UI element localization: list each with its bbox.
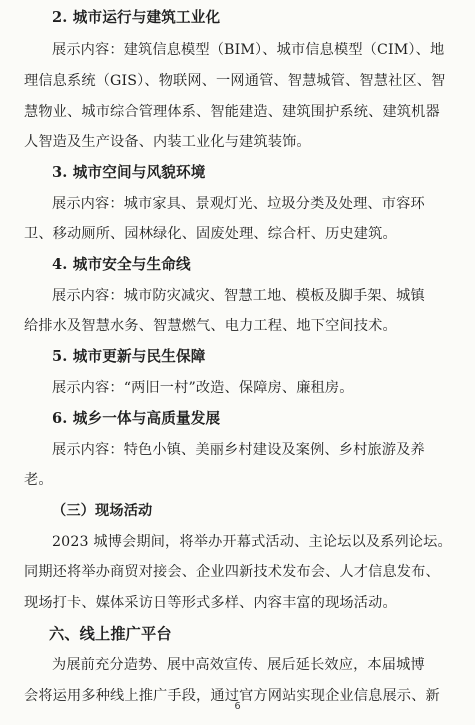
activities-line-2: 同期还将举办商贸对接会、企业四新技术发布会、人才信息发布、 <box>24 564 440 580</box>
section-3-line-2: 卫、移动厕所、园林绿化、固废处理、综合杆、历史建筑。 <box>24 226 397 242</box>
activities-line-3: 现场打卡、媒体采访日等形式多样、内容丰富的现场活动。 <box>24 595 397 611</box>
section-2-line-2: 理信息系统（GIS）、物联网、一网通管、智慧城管、智慧社区、智 <box>24 73 446 89</box>
section-4-line-2: 给排水及智慧水务、智慧燃气、电力工程、地下空间技术。 <box>24 318 397 334</box>
online-line-2: 会将运用多种线上推广手段，通过官方网站实现企业信息展示、新 <box>24 688 440 704</box>
section-6-line-1: 展示内容：特色小镇、美丽乡村建设及案例、乡村旅游及养 <box>52 442 425 458</box>
activities-line-1: 2023 城博会期间，将举办开幕式活动、主论坛以及系列论坛。 <box>52 534 452 550</box>
section-3-heading: 3. 城市空间与风貌环境 <box>52 164 206 181</box>
section-4-line-1: 展示内容：城市防灾减灾、智慧工地、模板及脚手架、城镇 <box>52 288 425 304</box>
section-6-heading: 6. 城乡一体与高质量发展 <box>52 410 221 427</box>
page-number: 6 <box>234 701 241 712</box>
section-2-line-3: 慧物业、城市综合管理体系、智能建造、建筑围护系统、建筑机器 <box>24 104 440 120</box>
section-5-line-1: 展示内容：“两旧一村”改造、保障房、廉租房。 <box>52 380 354 396</box>
section-5-heading: 5. 城市更新与民生保障 <box>52 348 206 365</box>
section-2-heading: 2. 城市运行与建筑工业化 <box>52 9 221 26</box>
online-heading: 六、线上推广平台 <box>49 625 172 643</box>
section-2-line-1: 展示内容：建筑信息模型（BIM）、城市信息模型（CIM）、地 <box>52 42 445 58</box>
section-2-line-4: 人智造及生产设备、内装工业化与建筑装饰。 <box>24 134 311 150</box>
online-line-1: 为展前充分造势、展中高效宣传、展后延长效应，本届城博 <box>52 657 425 673</box>
section-6-line-2: 老。 <box>24 472 53 488</box>
section-4-heading: 4. 城市安全与生命线 <box>52 256 191 273</box>
section-3-line-1: 展示内容：城市家具、景观灯光、垃圾分类及处理、市容环 <box>52 196 425 212</box>
activities-heading: （三）现场活动 <box>52 503 153 519</box>
